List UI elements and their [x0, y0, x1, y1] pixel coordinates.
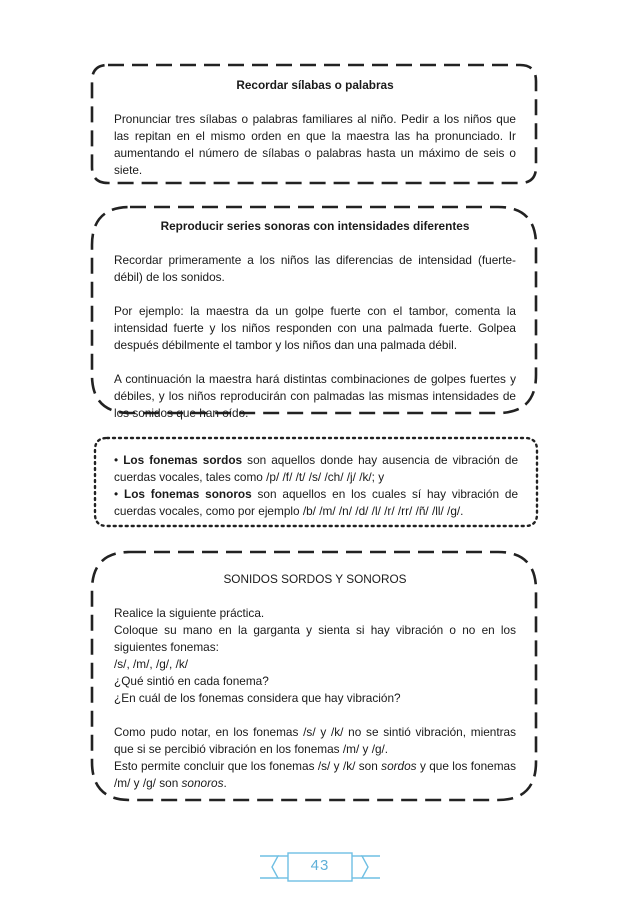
bullet: •: [114, 453, 119, 467]
conclusion-part-c: .: [223, 776, 227, 790]
box2-paragraph-2: Por ejemplo: la maestra da un golpe fuerte con el tambor, comenta la intensidad fuerte y los niños responden con una palmada fuerte. Golpea después débilmente el tambor y los niños dan una palmada débil.: [114, 304, 516, 352]
fonemas-sordos-item: [114, 452, 518, 486]
box-recordar-silabas: [90, 63, 538, 185]
box1-text: Pronunciar tres sílabas o palabras familiares al niño. Pedir a los niños que las repitan en el mismo orden en que la maestra las ha pronunciado. Ir aumentando el número de sílabas o palabras hasta un máximo de seis o siete.: [114, 112, 516, 177]
question-1: ¿Qué sintió en cada fonema?: [114, 674, 269, 688]
bullet: •: [114, 487, 119, 501]
fonemas-sonoros-term: Los fonemas sonoros: [123, 487, 252, 501]
conclusion-sonoros: sonoros: [181, 776, 224, 790]
box4-title: SONIDOS SORDOS Y SONOROS: [223, 572, 407, 586]
phoneme-list: /s/, /m/, /g/, /k/: [114, 657, 189, 671]
conclusion-sordos: sordos: [381, 759, 417, 773]
observation: Como pudo notar, en los fonemas /s/ y /k/ no se sintió vibración, mientras que si se percibió vibración en los fonemas /m/ y /g/.: [114, 725, 516, 756]
box-fonemas: [93, 436, 539, 528]
page-number: 43: [310, 857, 330, 874]
fonemas-sordos-term: Los fonemas sordos: [123, 453, 243, 467]
fonemas-sonoros-item: [114, 486, 518, 520]
page-number-badge: [258, 852, 382, 882]
conclusion: [114, 758, 516, 792]
box2-paragraph-3: A continuación la maestra hará distintas combinaciones de golpes fuertes y débiles, y los niños reproducirán con palmadas las mismas intensidades de los sonidos que han oído.: [114, 372, 516, 420]
conclusion-part-b: y que los fonemas /m/ y /g/ son: [114, 759, 516, 790]
box2-paragraph-1: Recordar primeramente a los niños las diferencias de intensidad (fuerte-débil) de los sonidos.: [114, 253, 516, 284]
conclusion-part-a: Esto permite concluir que los fonemas /s/ y /k/ son: [114, 759, 382, 773]
box-sonidos-sordos-sonoros: [90, 550, 538, 802]
box-series-sonoras: [90, 205, 538, 420]
practice-instruction: Realice la siguiente práctica.: [114, 606, 265, 620]
practice-step: Coloque su mano en la garganta y sienta si hay vibración o no en los siguientes fonemas:: [114, 623, 516, 654]
box2-title: Reproducir series sonoras con intensidades diferentes: [160, 219, 470, 233]
question-2: ¿En cuál de los fonemas considera que hay vibración?: [114, 691, 401, 705]
fonemas-sordos-text: son aquellos donde hay ausencia de vibración de cuerdas vocales, tales como /p/ /f/ /t/ /s/ /ch/ /j/ /k/; y: [114, 453, 519, 484]
fonemas-sonoros-text: son aquellos en los cuales sí hay vibración de cuerdas vocales, como por ejemplo /b/ /m/ /n/ /d/ /l/ /r/ /rr/ /ñ/ /ll/ /g/.: [114, 487, 519, 518]
box1-title: Recordar sílabas o palabras: [236, 78, 394, 92]
